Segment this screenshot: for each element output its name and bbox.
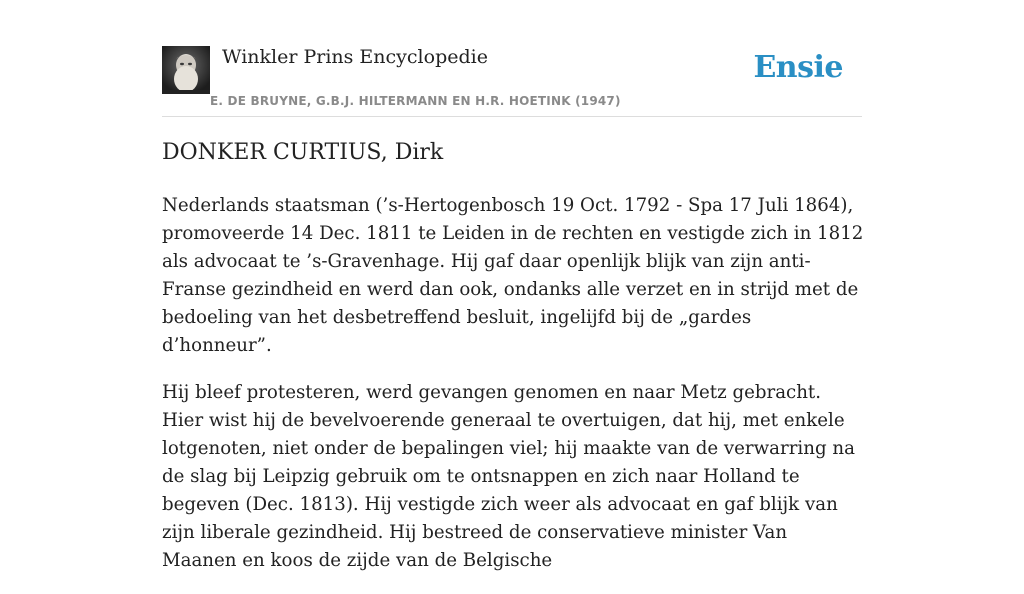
entry-paragraph-1: Nederlands staatsman (’s-Hertogenbosch 19 Oct. 1792 - Spa 17 Juli 1864), promoveerde 14 Dec. 1811 te Leiden in de rechten en vestigde zich in 1812 als advocaat te ’s-Gravenhage. Hij gaf daar openlijk blijk van zijn anti-Franse gezindheid en werd dan ook, ondanks alle verzet en in strijd met de bedoeling van het desbetreffend besluit, ingelijfd bij de „gardes d’honneur”.	[162, 195, 864, 356]
entry-paragraph-2: Hij bleef protesteren, werd gevangen genomen en naar Metz gebracht. Hier wist hij de bevelvoerende generaal te overtuigen, dat hij, met enkele lotgenoten, niet onder de bepalingen viel; hij maakte van de verwarring na de slag bij Leipzig gebruik om te ontsnappen en zich naar Holland te begeven (Dec. 1813). Hij vestigde zich weer als advocaat en gaf blijk van zijn liberale gezindheid. Hij bestreed de conservatieve minister Van Maanen en koos de zijde van de Belgische	[162, 382, 855, 571]
entry-title: DONKER CURTIUS, Dirk	[162, 140, 444, 165]
entry-body	[162, 192, 866, 594]
source-title[interactable]: Winkler Prins Encyclopedie	[222, 46, 488, 68]
bearded-man-portrait-icon	[162, 46, 210, 94]
source-header	[162, 44, 862, 117]
author-avatar[interactable]	[162, 46, 210, 94]
source-authors: E. DE BRUYNE, G.B.J. HILTERMANN EN H.R. HOETINK (1947)	[210, 94, 621, 108]
ensie-logo-link[interactable]: Ensie	[753, 50, 843, 85]
